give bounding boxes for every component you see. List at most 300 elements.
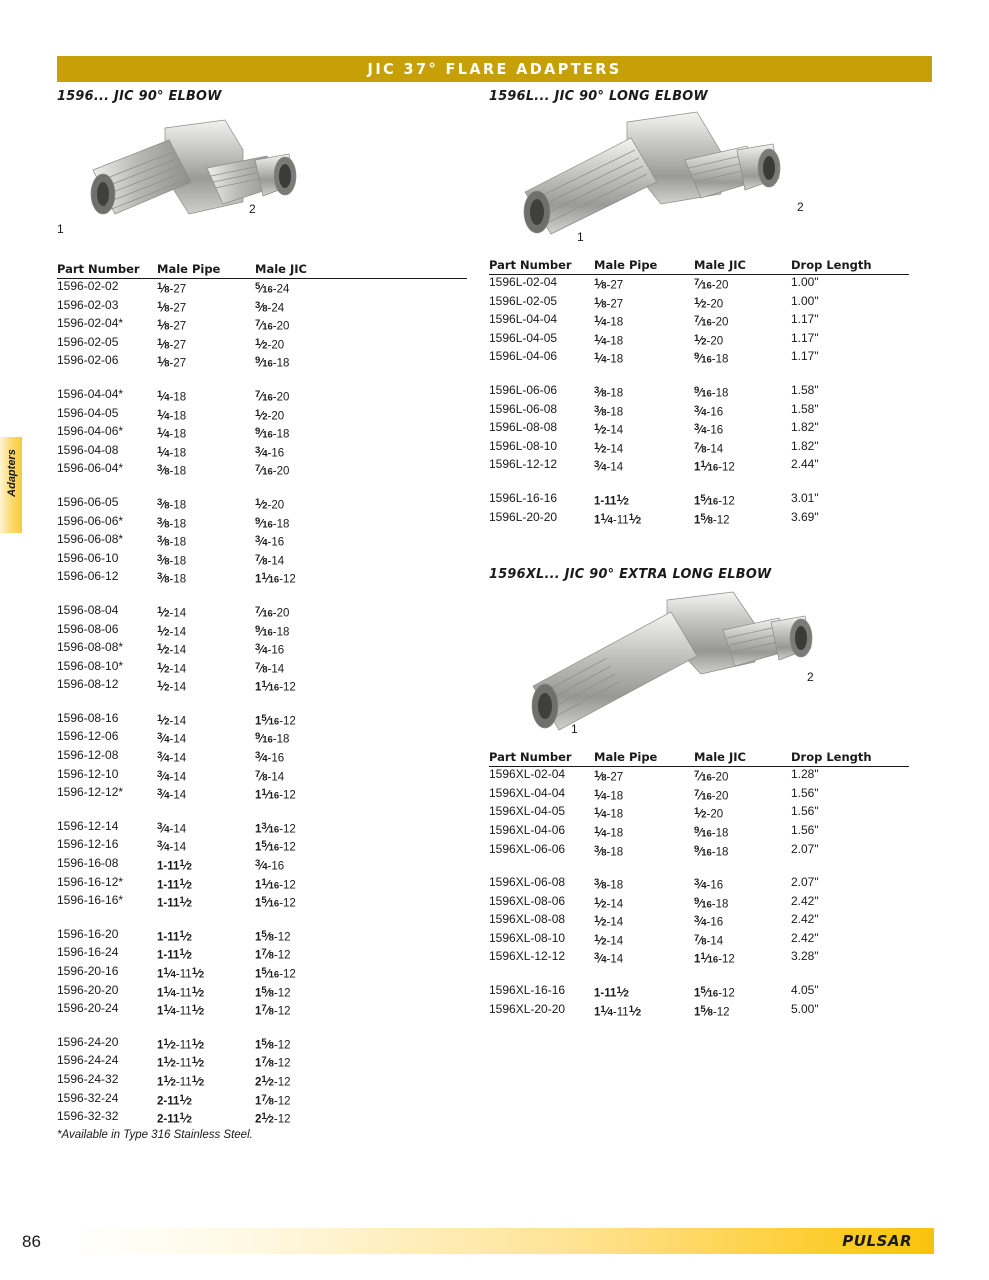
cell-male-jic: $1^5⁄16-12$ xyxy=(694,985,735,1000)
table-row xyxy=(489,349,909,368)
cell-male-pipe: $^1$⁄2-14 xyxy=(157,679,187,694)
cell-part-number: 1596XL-04-04 xyxy=(489,785,566,800)
cell-male-pipe: $^1$⁄4-18 xyxy=(594,332,624,348)
cell-part-number: 1596-02-06 xyxy=(57,353,119,368)
cell-male-pipe: $^1$⁄4-18 xyxy=(157,407,187,423)
cell-part-number: 1596-02-03 xyxy=(57,297,119,312)
port-label-1: 1 xyxy=(577,230,584,244)
cell-male-pipe: $^1$⁄2-14 xyxy=(157,712,187,728)
cell-part-number: 1596L-02-05 xyxy=(489,293,558,308)
cell-drop-length: 1.28" xyxy=(791,767,819,782)
cell-male-jic: $1^5⁄8-12$ xyxy=(255,984,291,1000)
cell-male-jic: $1^1⁄16-12$ xyxy=(694,951,735,966)
cell-male-pipe: $1^1⁄2-11^1⁄2$ xyxy=(157,1036,205,1052)
table-header-row xyxy=(489,258,909,275)
cell-male-pipe: $^1$⁄4-18 xyxy=(594,824,624,840)
table-row xyxy=(57,785,467,804)
column-header-drop-length: Drop Length xyxy=(791,750,909,767)
cell-male-pipe: $^1$⁄2-14 xyxy=(157,604,187,620)
cell-drop-length: 4.05" xyxy=(791,983,819,998)
cell-male-jic: $1^1⁄16-12$ xyxy=(255,876,296,892)
cell-part-number: 1596-12-16 xyxy=(57,837,119,852)
spec-table-1596XL-body xyxy=(489,767,909,1021)
table-row xyxy=(489,931,909,950)
spec-table-1596-head xyxy=(57,262,467,279)
cell-part-number: 1596-06-05 xyxy=(57,494,119,509)
cell-male-pipe: $^1$⁄8-27 xyxy=(157,355,187,370)
port-label-1: 1 xyxy=(571,722,578,737)
cell-male-pipe: $^1$⁄4-18 xyxy=(157,388,187,404)
cell-male-jic: $^7$⁄8-14 xyxy=(255,768,285,784)
table-row xyxy=(489,294,909,313)
cell-male-jic: $^3$⁄4-16 xyxy=(255,642,285,657)
cell-male-jic: $1^5⁄8-12$ xyxy=(694,1003,730,1019)
group-spacer xyxy=(57,696,467,711)
cell-part-number: 1596XL-16-16 xyxy=(489,983,566,998)
cell-part-number: 1596-12-06 xyxy=(57,729,119,744)
cell-part-number: 1596-02-04* xyxy=(57,316,124,331)
cell-part-number: 1596-06-10 xyxy=(57,550,119,565)
cell-male-jic: $^7$⁄16-20 xyxy=(694,314,729,329)
cell-drop-length: 5.00" xyxy=(791,1001,819,1016)
cell-drop-length: 1.82" xyxy=(791,438,819,453)
right-column xyxy=(489,88,909,1020)
table-row xyxy=(57,1091,467,1110)
cell-male-jic: $^9$⁄16-18 xyxy=(255,623,290,638)
table-row xyxy=(489,420,909,439)
cell-male-jic: $^1$⁄2-20 xyxy=(694,295,724,311)
cell-male-jic: $1^1⁄16-12$ xyxy=(694,459,735,474)
table-row xyxy=(489,804,909,823)
table-row xyxy=(489,912,909,931)
cell-male-pipe: $^1$⁄4-18 xyxy=(594,351,624,366)
cell-part-number: 1596-24-20 xyxy=(57,1034,119,1049)
cell-male-pipe: $1^1⁄2-11^1⁄2$ xyxy=(157,1055,205,1070)
column-header-male-jic: Male JIC xyxy=(255,262,467,279)
cell-male-jic: $^1$⁄2-20 xyxy=(255,496,285,512)
table-row xyxy=(57,1001,467,1020)
cell-part-number: 1596L-04-06 xyxy=(489,349,558,364)
group-spacer xyxy=(489,968,909,983)
cell-drop-length: 1.17" xyxy=(791,312,819,327)
table-row xyxy=(57,387,467,406)
cell-male-pipe: $^3$⁄4-14 xyxy=(157,839,187,854)
group-spacer xyxy=(57,804,467,819)
cell-part-number: 1596-20-24 xyxy=(57,1001,119,1016)
cell-part-number: 1596XL-08-06 xyxy=(489,893,566,908)
cell-male-pipe: $^3$⁄4-14 xyxy=(157,820,187,836)
cell-male-jic: $^9$⁄16-18 xyxy=(694,384,729,400)
cell-male-pipe: $^1$⁄8-27 xyxy=(594,769,624,784)
cell-part-number: 1596-16-08 xyxy=(57,856,119,871)
cell-male-pipe: $^3$⁄4-14 xyxy=(594,951,624,966)
cell-male-jic: $1^7⁄8-12$ xyxy=(255,1092,291,1108)
cell-male-pipe: $1^1⁄4-11^1⁄2$ xyxy=(594,1003,642,1019)
cell-male-pipe: $^3$⁄4-14 xyxy=(594,459,624,474)
cell-male-jic: $^7$⁄16-20 xyxy=(255,318,290,333)
cell-part-number: 1596-24-24 xyxy=(57,1053,119,1068)
cell-part-number: 1596-12-08 xyxy=(57,748,119,763)
cell-drop-length: 1.17" xyxy=(791,349,819,364)
cell-drop-length: 1.58" xyxy=(791,382,819,397)
cell-male-pipe: $^1$⁄4-18 xyxy=(594,806,624,821)
table-row xyxy=(57,1072,467,1091)
cell-part-number: 1596-04-06* xyxy=(57,424,124,439)
cell-male-pipe: $^1$⁄8-27 xyxy=(157,299,187,315)
cell-part-number: 1596-06-04* xyxy=(57,461,124,476)
cell-part-number: 1596L-08-10 xyxy=(489,438,558,453)
cell-male-pipe: $^3$⁄4-14 xyxy=(157,768,187,784)
group-spacer xyxy=(57,912,467,927)
cell-male-jic: $^3$⁄4-16 xyxy=(694,422,724,437)
table-row xyxy=(57,767,467,786)
table-row xyxy=(57,659,467,678)
column-header-part-number: Part Number xyxy=(57,262,157,279)
cell-male-jic: $1^1⁄16-12$ xyxy=(255,571,296,586)
cell-male-jic: $^9$⁄16-18 xyxy=(255,515,290,531)
port-label-2: 2 xyxy=(797,200,804,214)
cell-male-pipe: $^1$⁄2-14 xyxy=(594,440,624,456)
cell-part-number: 1596XL-06-08 xyxy=(489,875,566,890)
cell-male-jic: $1^3⁄16-12$ xyxy=(255,820,296,836)
table-row xyxy=(57,532,467,551)
cell-drop-length: 1.56" xyxy=(791,804,819,819)
table-row xyxy=(57,279,467,298)
cell-male-pipe: $1-11^1⁄2$ xyxy=(157,895,192,910)
cell-male-pipe: $1-11^1⁄2$ xyxy=(157,928,192,944)
column-header-male-jic: Male JIC xyxy=(694,750,791,767)
cell-male-jic: $^9$⁄16-18 xyxy=(255,426,290,441)
cell-male-pipe: $1-11^1⁄2$ xyxy=(157,876,192,892)
cell-male-jic: $^7$⁄8-14 xyxy=(255,660,285,676)
banner-title: JIC 37° FLARE ADAPTERS xyxy=(367,60,622,78)
cell-part-number: 1596-24-32 xyxy=(57,1071,119,1086)
cell-male-jic: $^3$⁄4-16 xyxy=(255,750,285,765)
table-row xyxy=(489,842,909,861)
table-row xyxy=(489,823,909,842)
cell-male-pipe: $^3$⁄4-14 xyxy=(157,787,187,802)
cell-drop-length: 2.42" xyxy=(791,893,819,908)
cell-male-pipe: $^1$⁄8-27 xyxy=(594,277,624,292)
cell-part-number: 1596L-04-04 xyxy=(489,312,558,327)
cell-drop-length: 1.17" xyxy=(791,330,819,345)
cell-male-pipe: $^1$⁄4-18 xyxy=(594,787,624,803)
cell-drop-length: 1.82" xyxy=(791,420,819,435)
cell-part-number: 1596-04-08 xyxy=(57,442,119,457)
cell-male-jic: $^3$⁄4-16 xyxy=(255,534,285,549)
cell-male-jic: $^7$⁄16-20 xyxy=(255,604,290,620)
cell-male-jic: $1^5⁄16-12$ xyxy=(255,966,296,981)
cell-male-pipe: $2-11^1⁄2$ xyxy=(157,1111,192,1126)
cell-male-pipe: $1^1⁄4-11^1⁄2$ xyxy=(157,984,205,1000)
cell-male-jic: $1^5⁄8-12$ xyxy=(255,1036,291,1052)
table-row xyxy=(57,424,467,443)
column-header-male-pipe: Male Pipe xyxy=(157,262,255,279)
cell-male-jic: $1^1⁄16-12$ xyxy=(255,787,296,802)
table-row xyxy=(57,569,467,588)
table-row xyxy=(57,461,467,480)
cell-male-jic: $1^5⁄16-12$ xyxy=(255,895,296,910)
cell-male-jic: $1^5⁄8-12$ xyxy=(694,511,730,527)
cell-part-number: 1596-08-16 xyxy=(57,710,119,725)
table-header-row xyxy=(57,262,467,279)
cell-drop-length: 1.56" xyxy=(791,822,819,837)
column-header-male-pipe: Male Pipe xyxy=(594,750,694,767)
table-row xyxy=(489,331,909,350)
cell-drop-length: 1.00" xyxy=(791,293,819,308)
table-row xyxy=(57,964,467,983)
page-number: 86 xyxy=(22,1232,41,1251)
table-row xyxy=(57,748,467,767)
group-spacer xyxy=(57,372,467,387)
table-row xyxy=(57,603,467,622)
spec-table-1596-body xyxy=(57,279,467,1128)
long-elbow-illustration xyxy=(489,108,819,253)
cell-part-number: 1596XL-20-20 xyxy=(489,1001,566,1016)
cell-male-pipe: $^3$⁄8-18 xyxy=(594,384,624,400)
table-row xyxy=(489,312,909,331)
column-header-part-number: Part Number xyxy=(489,750,594,767)
cell-male-jic: $^9$⁄16-18 xyxy=(694,843,729,858)
column-header-male-jic: Male JIC xyxy=(694,258,791,275)
cell-male-jic: $^7$⁄16-20 xyxy=(694,787,729,803)
cell-drop-length: 2.07" xyxy=(791,841,819,856)
cell-part-number: 1596-08-04 xyxy=(57,602,119,617)
section-title-1596: 1596... JIC 90° ELBOW xyxy=(57,88,222,104)
cell-part-number: 1596-12-12* xyxy=(57,785,124,800)
cell-male-jic: $2^1⁄2-12$ xyxy=(255,1073,291,1089)
cell-male-jic: $1^5⁄16-12$ xyxy=(255,712,296,728)
table-row xyxy=(57,622,467,641)
cell-part-number: 1596L-04-05 xyxy=(489,330,558,345)
group-spacer xyxy=(57,588,467,603)
table-row xyxy=(57,514,467,533)
cell-male-jic: $^7$⁄16-20 xyxy=(255,463,290,478)
cell-male-jic: $^7$⁄8-14 xyxy=(255,552,285,568)
table-row xyxy=(57,711,467,730)
cell-male-jic: $^9$⁄16-18 xyxy=(694,351,729,366)
cell-male-pipe: $^1$⁄2-14 xyxy=(157,623,187,638)
footnote-stainless: *Available in Type 316 Stainless Steel. xyxy=(57,1128,253,1141)
cell-male-jic: $1^7⁄8-12$ xyxy=(255,1003,291,1018)
elbow-illustration xyxy=(57,110,337,260)
cell-male-pipe: $^1$⁄2-14 xyxy=(594,895,624,911)
extra-long-elbow-illustration xyxy=(489,590,829,745)
cell-male-pipe: $^1$⁄8-27 xyxy=(157,336,187,352)
table-row xyxy=(489,949,909,968)
cell-part-number: 1596L-16-16 xyxy=(489,490,558,505)
page-banner xyxy=(57,56,932,82)
spec-table-1596L xyxy=(489,258,909,528)
cell-male-pipe: $^3$⁄4-14 xyxy=(157,750,187,765)
table-row xyxy=(57,353,467,372)
table-row xyxy=(57,945,467,964)
cell-drop-length: 3.01" xyxy=(791,490,819,505)
cell-part-number: 1596L-20-20 xyxy=(489,509,558,524)
cell-drop-length: 1.56" xyxy=(791,785,819,800)
table-row xyxy=(57,875,467,894)
cell-male-pipe: $^1$⁄8-27 xyxy=(157,318,187,333)
cell-part-number: 1596-08-12 xyxy=(57,677,119,692)
column-header-part-number: Part Number xyxy=(489,258,594,275)
port-label-2: 2 xyxy=(249,202,256,216)
group-spacer xyxy=(489,860,909,875)
cell-male-pipe: $^3$⁄8-18 xyxy=(157,534,187,549)
cell-part-number: 1596L-06-06 xyxy=(489,382,558,397)
cell-male-pipe: $^1$⁄2-14 xyxy=(157,642,187,657)
cell-male-jic: $^9$⁄16-18 xyxy=(694,895,729,911)
cell-male-jic: $^7$⁄16-20 xyxy=(694,769,729,784)
table-row xyxy=(489,383,909,402)
cell-part-number: 1596-32-32 xyxy=(57,1109,119,1124)
cell-part-number: 1596-02-05 xyxy=(57,334,119,349)
table-row xyxy=(57,837,467,856)
cell-male-jic: $^9$⁄16-18 xyxy=(694,824,729,840)
cell-part-number: 1596-06-06* xyxy=(57,513,124,528)
cell-male-jic: $1^7⁄8-12$ xyxy=(255,1055,291,1070)
brand-logo: PULSAR xyxy=(842,1232,912,1250)
cell-male-jic: $^7$⁄8-14 xyxy=(694,440,724,456)
cell-part-number: 1596-20-16 xyxy=(57,964,119,978)
cell-male-pipe: $^1$⁄4-18 xyxy=(594,314,624,329)
cell-part-number: 1596-04-04* xyxy=(57,386,124,401)
cell-part-number: 1596-20-20 xyxy=(57,982,119,997)
group-spacer xyxy=(489,368,909,383)
cell-part-number: 1596L-12-12 xyxy=(489,457,558,472)
cell-drop-length: 2.44" xyxy=(791,457,819,472)
cell-male-pipe: $^3$⁄8-18 xyxy=(594,843,624,858)
port-label-2: 2 xyxy=(807,670,814,685)
figure-1596XL-elbow xyxy=(489,590,909,750)
column-header-drop-length: Drop Length xyxy=(791,258,909,275)
cell-drop-length: 2.42" xyxy=(791,912,819,927)
cell-male-jic: $^1$⁄2-20 xyxy=(694,332,724,348)
cell-male-jic: $^1$⁄2-20 xyxy=(255,407,285,423)
table-row xyxy=(57,856,467,875)
cell-part-number: 1596XL-08-08 xyxy=(489,912,566,927)
table-row xyxy=(57,1035,467,1054)
spec-table-1596L-body xyxy=(489,275,909,529)
cell-male-pipe: $2-11^1⁄2$ xyxy=(157,1092,192,1108)
cell-part-number: 1596L-06-08 xyxy=(489,401,558,416)
port-label-1: 1 xyxy=(57,222,64,236)
table-row xyxy=(57,927,467,946)
cell-part-number: 1596-32-24 xyxy=(57,1090,119,1105)
cell-male-pipe: $^1$⁄2-14 xyxy=(594,932,624,948)
column-header-male-pipe: Male Pipe xyxy=(594,258,694,275)
cell-male-pipe: $1^1⁄2-11^1⁄2$ xyxy=(157,1073,205,1089)
cell-part-number: 1596-04-05 xyxy=(57,405,119,420)
cell-male-pipe: $1^1⁄4-11^1⁄2$ xyxy=(157,966,205,981)
figure-1596-elbow xyxy=(57,110,467,262)
cell-part-number: 1596-16-24 xyxy=(57,945,119,960)
cell-male-pipe: $1-11^1⁄2$ xyxy=(594,985,629,1000)
cell-male-pipe: $^1$⁄4-18 xyxy=(157,444,187,460)
cell-male-pipe: $1-11^1⁄2$ xyxy=(157,858,192,873)
cell-male-pipe: $1^1⁄4-11^1⁄2$ xyxy=(157,1003,205,1018)
cell-male-jic: $2^1⁄2-12$ xyxy=(255,1111,291,1126)
cell-part-number: 1596-12-14 xyxy=(57,818,119,833)
cell-part-number: 1596XL-02-04 xyxy=(489,767,566,782)
cell-male-pipe: $^3$⁄8-18 xyxy=(157,496,187,512)
spec-table-1596XL xyxy=(489,750,909,1020)
table-row xyxy=(489,767,909,786)
table-row xyxy=(489,402,909,421)
table-row xyxy=(57,406,467,425)
table-row xyxy=(489,1002,909,1021)
cell-part-number: 1596-16-16* xyxy=(57,893,124,908)
table-row xyxy=(57,551,467,570)
cell-male-pipe: $^1$⁄2-14 xyxy=(157,660,187,676)
table-row xyxy=(57,1053,467,1072)
cell-male-pipe: $1-11^1⁄2$ xyxy=(594,492,629,508)
table-row xyxy=(57,819,467,838)
cell-male-jic: $^3$⁄4-16 xyxy=(694,877,724,892)
table-row xyxy=(489,510,909,529)
cell-part-number: 1596XL-06-06 xyxy=(489,841,566,856)
table-row xyxy=(57,983,467,1002)
cell-part-number: 1596-08-06 xyxy=(57,621,119,636)
table-row xyxy=(57,893,467,912)
table-row xyxy=(57,1109,467,1128)
cell-male-pipe: $^3$⁄4-14 xyxy=(157,731,187,746)
table-row xyxy=(489,491,909,510)
cell-male-pipe: $1-11^1⁄2$ xyxy=(157,947,192,962)
cell-male-pipe: $^3$⁄8-18 xyxy=(157,515,187,531)
cell-male-jic: $^3$⁄4-16 xyxy=(694,403,724,419)
table-row xyxy=(489,875,909,894)
section-tab-adapters xyxy=(0,437,22,533)
cell-male-pipe: $^1$⁄8-27 xyxy=(157,281,187,296)
cell-male-pipe: $^3$⁄8-18 xyxy=(157,571,187,586)
table-row xyxy=(489,275,909,294)
cell-male-jic: $1^5⁄16-12$ xyxy=(255,839,296,854)
cell-part-number: 1596XL-08-10 xyxy=(489,930,566,945)
cell-male-jic: $1^7⁄8-12$ xyxy=(255,947,291,962)
cell-male-jic: $^3$⁄4-16 xyxy=(255,444,285,460)
cell-part-number: 1596L-02-04 xyxy=(489,275,558,289)
section-title-1596L: 1596L... JIC 90° LONG ELBOW xyxy=(489,88,708,104)
cell-male-pipe: $^3$⁄8-18 xyxy=(594,403,624,419)
cell-male-jic: $^3$⁄4-16 xyxy=(255,858,285,873)
cell-drop-length: 1.58" xyxy=(791,401,819,416)
cell-drop-length: 3.69" xyxy=(791,509,819,524)
cell-part-number: 1596-16-20 xyxy=(57,926,119,941)
cell-part-number: 1596XL-04-05 xyxy=(489,804,566,819)
cell-male-pipe: $^3$⁄8-18 xyxy=(594,877,624,892)
cell-male-jic: $^9$⁄16-18 xyxy=(255,355,290,370)
table-row xyxy=(489,457,909,476)
cell-male-jic: $1^1⁄16-12$ xyxy=(255,679,296,694)
cell-male-pipe: $1^1⁄4-11^1⁄2$ xyxy=(594,511,642,527)
table-row xyxy=(489,983,909,1002)
cell-male-jic: $^7$⁄16-20 xyxy=(694,277,729,292)
cell-male-jic: $1^5⁄16-12$ xyxy=(694,492,735,508)
spec-table-1596L-head xyxy=(489,258,909,275)
cell-part-number: 1596-08-08* xyxy=(57,640,124,655)
cell-part-number: 1596XL-12-12 xyxy=(489,949,566,964)
table-row xyxy=(489,894,909,913)
cell-part-number: 1596L-08-08 xyxy=(489,420,558,435)
group-spacer xyxy=(489,476,909,491)
cell-male-jic: $^3$⁄4-16 xyxy=(694,914,724,929)
left-column xyxy=(57,88,467,1141)
cell-male-jic: $^1$⁄2-20 xyxy=(255,336,285,352)
spec-table-1596XL-head xyxy=(489,750,909,767)
cell-drop-length: 3.28" xyxy=(791,949,819,964)
table-row xyxy=(57,443,467,462)
group-spacer xyxy=(57,480,467,495)
